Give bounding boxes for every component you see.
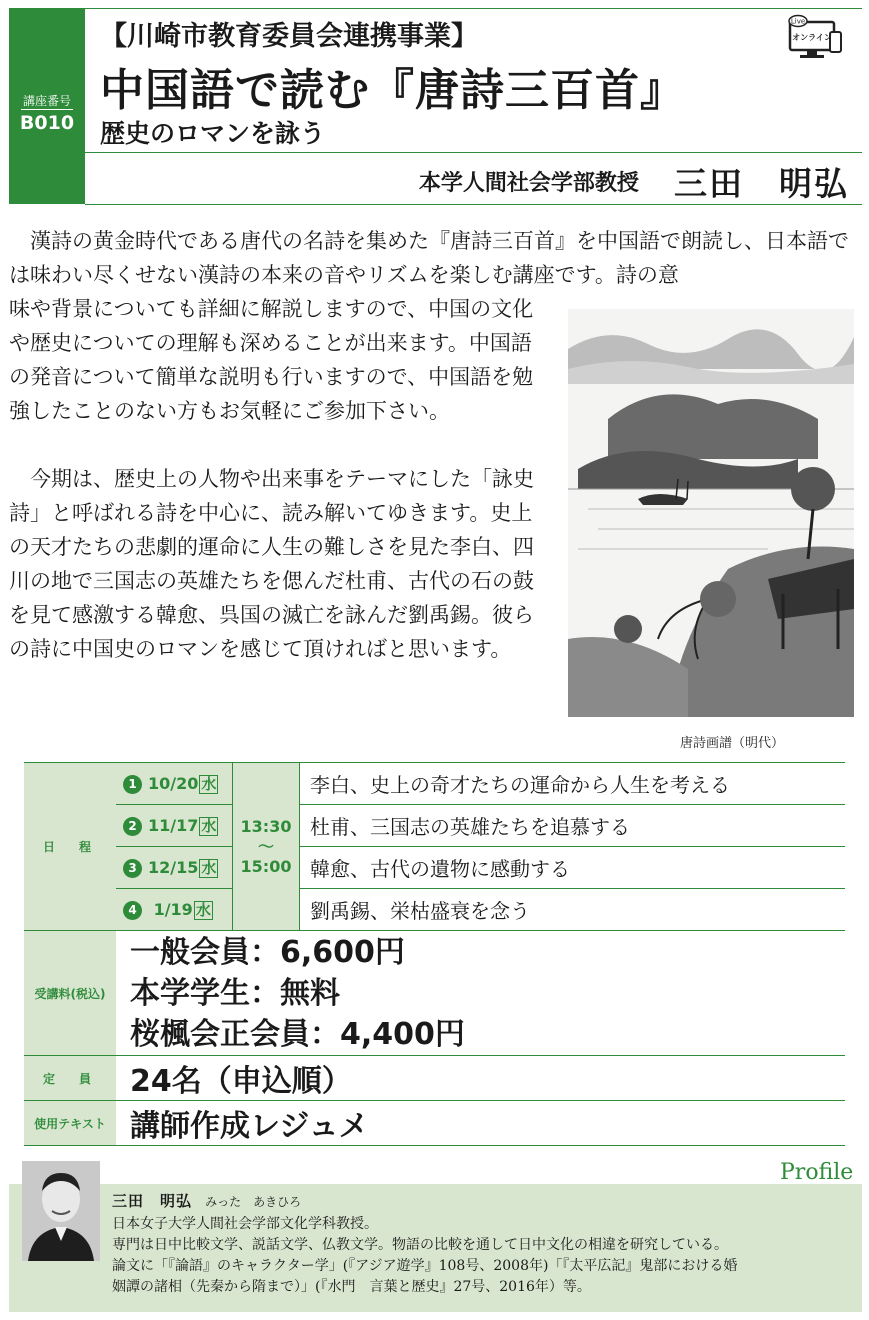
- schedule-row: [24, 889, 845, 931]
- illustration-caption: 唐詩画譜（明代）: [680, 736, 785, 751]
- description-paragraph-1-rest: 味や背景についても詳細に解説しますので、中国の文化や歴史についての理解も深めることが出来ます。中国語の発音について簡単な説明も行いますので、中国語を勉強したことのない方もお気軽にご参加下さい。: [9, 297, 534, 423]
- session-day: 水: [195, 900, 211, 919]
- course-number-divider: [21, 109, 73, 110]
- course-number-label: 講座番号: [22, 94, 71, 108]
- schedule-row: [24, 763, 845, 805]
- online-badge-text: オンライン: [792, 33, 832, 42]
- instructor-name: 三田 明弘: [674, 164, 849, 203]
- textbook-row: [24, 1101, 845, 1146]
- session-topic: 韓愈、古代の遺物に感動する: [300, 847, 846, 889]
- session-topic: 劉禹錫、栄枯盛衰を念う: [300, 889, 846, 931]
- page-subtitle: 歴史のロマンを詠う: [100, 119, 326, 148]
- textbook-value: 講師作成レジュメ: [116, 1101, 845, 1146]
- session-day: 水: [201, 858, 217, 877]
- fee-alumni: 桜楓会正会員：4,400円: [130, 1016, 465, 1052]
- session-date: [116, 763, 233, 805]
- fee-values: [116, 931, 845, 1056]
- profile-bio-line: 姻譚の諸相（先秦から隋まで）」(『水門 言葉と歴史』27号、2016年）等。: [112, 1279, 591, 1295]
- profile-name-kana: みった あきひろ: [205, 1195, 302, 1209]
- profile-bio-line: 日本女子大学人間社会学部文化学科教授。: [112, 1216, 378, 1232]
- instructor-portrait-image: [22, 1161, 100, 1261]
- session-number-badge: 2: [123, 817, 142, 836]
- profile-bio: [112, 1214, 857, 1298]
- session-date-text: 10/20: [148, 773, 199, 793]
- course-info-table: [24, 762, 845, 1146]
- fee-student: 本学学生：無料: [130, 975, 340, 1011]
- session-time: [233, 763, 300, 931]
- time-separator: 〜: [257, 836, 274, 856]
- capacity-row: [24, 1056, 845, 1101]
- description-paragraph-1-top: 漢詩の黄金時代である唐代の名詩を集めた『唐詩三百首』を中国語で朗読し、日本語では味わい尽くせない漢詩の本来の音やリズムを楽しむ講座です。詩の意: [9, 229, 849, 287]
- session-day: 水: [201, 774, 217, 793]
- profile-bio-line: 専門は日中比較文学、説話文学、仏教文学。物語の比較を通して日中文化の相違を研究している。: [112, 1237, 728, 1253]
- time-end: 15:00: [240, 856, 292, 876]
- course-number: B010: [19, 112, 75, 134]
- capacity-value: 24名（申込順）: [116, 1056, 845, 1101]
- session-number-badge: 4: [123, 901, 142, 920]
- profile-heading: Profile: [780, 1160, 854, 1185]
- header-rule-top: [85, 8, 862, 9]
- session-day: 水: [201, 816, 217, 835]
- fee-label: 受講料(税込): [24, 931, 116, 1056]
- profile-name-line: [112, 1190, 301, 1211]
- profile-name: 三田 明弘: [112, 1192, 193, 1210]
- schedule-label: 日 程: [24, 763, 116, 931]
- online-monitor-icon: [787, 14, 843, 60]
- tang-poetry-illustration: [568, 309, 854, 717]
- instructor-photo: [22, 1161, 100, 1261]
- online-badge-live: Live: [790, 17, 806, 26]
- session-date-text: 11/17: [148, 815, 199, 835]
- description-paragraph-2: 今期は、歴史上の人物や出来事をテーマにした「詠史詩」と呼ばれる詩を中心に、読み解いてゆきます。史上の天才たちの悲劇的運命に人生の難しさを見た李白、四川の地で三国志の英雄たちを偲んだ杜甫、古代の石の鼓を見て感激する韓愈、呉国の滅亡を詠んだ劉禹錫。彼らの詩に中国史のロマンを感じて頂ければと思います。: [9, 467, 534, 661]
- instructor-line: [419, 158, 849, 205]
- page-title: 中国語で読む『唐詩三百首』: [100, 65, 685, 116]
- time-start: 13:30: [240, 816, 292, 836]
- session-date: [116, 889, 233, 931]
- session-topic: 李白、史上の奇才たちの運命から人生を考える: [300, 763, 846, 805]
- schedule-row: [24, 805, 845, 847]
- session-date-text: 1/19: [148, 899, 193, 919]
- session-number-badge: 3: [123, 859, 142, 878]
- textbook-label: 使用テキスト: [24, 1101, 116, 1146]
- course-number-tab: [9, 8, 85, 204]
- capacity-label: 定 員: [24, 1056, 116, 1101]
- schedule-row: [24, 847, 845, 889]
- session-number-badge: 1: [123, 775, 142, 794]
- session-date: [116, 847, 233, 889]
- header-rule-middle: [85, 152, 862, 153]
- session-topic: 杜甫、三国志の英雄たちを追慕する: [300, 805, 846, 847]
- instructor-title: 本学人間社会学部教授: [418, 171, 639, 196]
- session-date-text: 12/15: [148, 857, 199, 877]
- series-label: 【川崎市教育委員会連携事業】: [100, 21, 478, 52]
- session-date: [116, 805, 233, 847]
- fee-row: [24, 931, 845, 1056]
- fee-general: 一般会員：6,600円: [130, 934, 405, 970]
- profile-bio-line: 論文に「『論語』のキャラクター学」(『アジア遊学』108号、2008年)「『太平広記』鬼部における婚: [112, 1258, 738, 1274]
